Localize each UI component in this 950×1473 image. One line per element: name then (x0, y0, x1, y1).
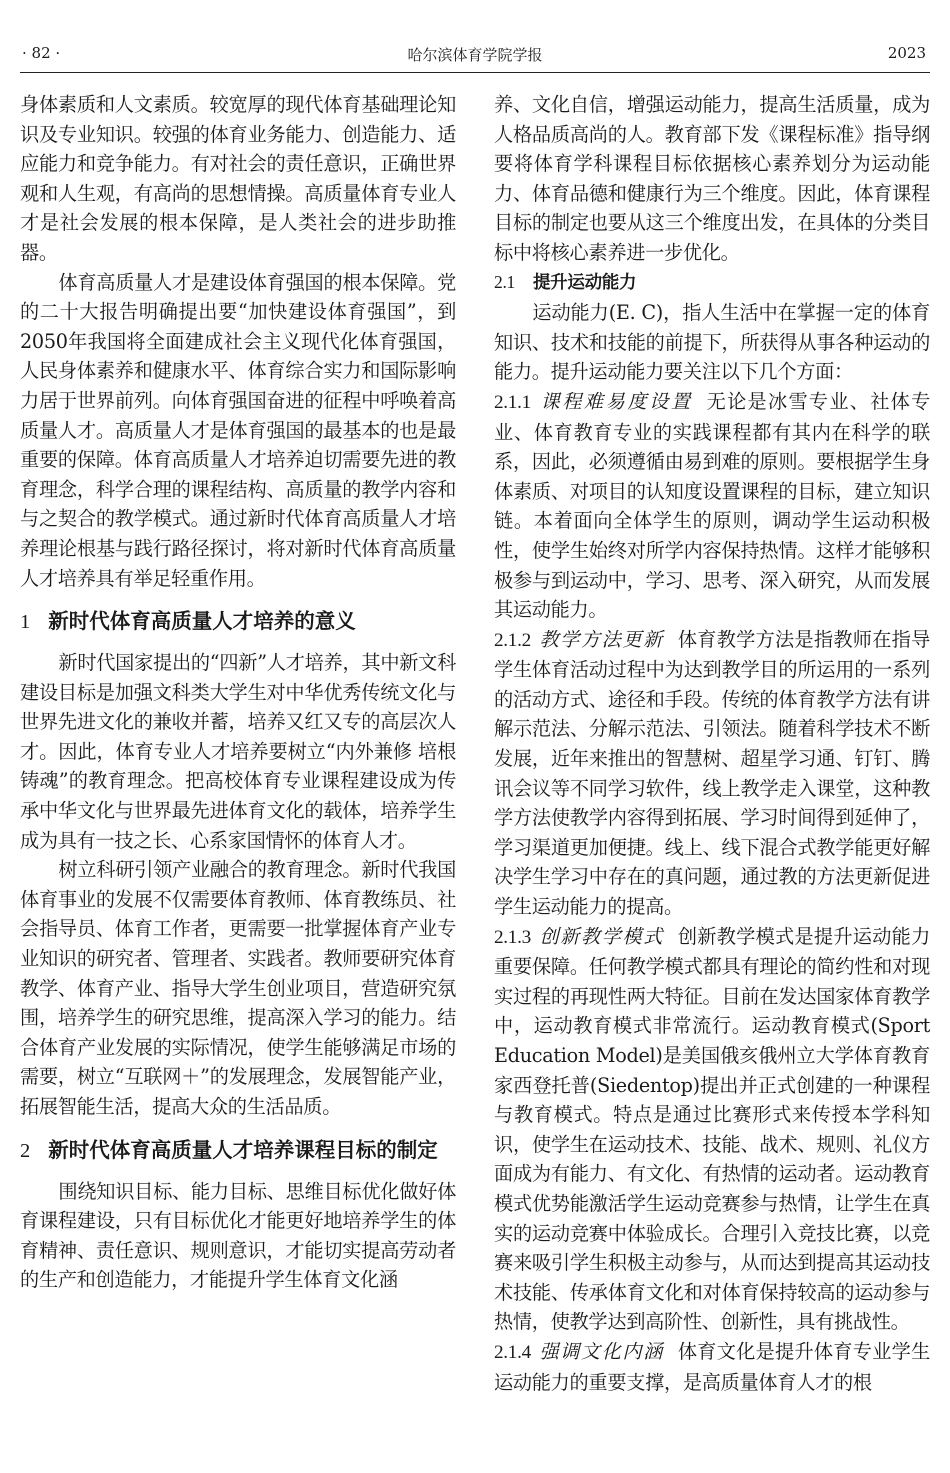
publication-year: 2023 (887, 44, 926, 62)
paragraph: 新时代国家提出的“四新”人才培养，其中新文科建设目标是加强文科类大学生对中华优秀传统文化与世界先进文化的兼收并蓄，培养又红又专的高层次人才。因此，体育专业人才培养要树立“内外兼修 培根铸魂”的教育理念。把高校体育专业课程建设成为传承中华文化与世界最先进体育文化的载体，培养学生成为具有一技之长、心系家国情怀的体育人才。 (20, 651, 456, 852)
subsection-heading-2-1 (494, 268, 930, 299)
paragraph-text: 无论是冰雪专业、社体专业、体育教育专业的实践课程都有其内在科学的联系，因此，必须遵循由易到难的原则。要根据学生身体素质、对项目的认知度设置课程的目标，建立知识链。本着面向全体学生的原则，调动学生运动积极性，使学生始终对所学内容保持热情。这样才能够积极参与到运动中，学习、思考、深入研究，从而发展其运动能力。 (494, 389, 931, 622)
subsubsection-title: 创新教学模式 (538, 924, 664, 948)
paragraph-text: 创新教学模式是提升运动能力重要保障。任何教学模式都具有理论的简约性和对现实过程的再现性两大特征。目前在发达国家体育教学中，运动教育模式非常流行。运动教育模式(Sport Education Model)是美国俄亥俄州立大学体育教育家西登托普(Siedentop)提出并正式创建的一种课程与教育模式。特点是通过比赛形式来传授本学科知识，使学生在运动技术、技能、战术、规则、礼仪方面成为有能力、有文化、有热情的运动者。运动教育模式优势能激活学生运动竞赛参与热情，让学生在真实的运动竞赛中体验成长。合理引入竞技比赛，以竞赛来吸引学生积极主动参与，从而达到提高其运动技术技能、传承体育文化和对体育保持较高的运动参与热情，使教学达到高阶性、创新性，具有挑战性。 (494, 924, 931, 1334)
section-number: 2 (20, 1139, 31, 1162)
subsubsection-number: 2.1.2 (494, 629, 531, 651)
paragraph: 身体素质和人文素质。较宽厚的现代体育基础理论知识及专业知识。较强的体育业务能力、创造能力、适应能力和竞争能力。有对社会的责任意识，正确世界观和人生观，有高尚的思想情操。高质量体育专业人才是社会发展的根本保障，是人类社会的进步助推器。 (20, 93, 456, 264)
subsubsection-number: 2.1.4 (494, 1341, 531, 1363)
journal-title: 哈尔滨体育学院学报 (407, 46, 543, 64)
page-number: · 82 · (22, 44, 61, 62)
paragraph-text: 体育教学方法是指教师在指导学生体育活动过程中为达到教学目的所运用的一系列的活动方式、途径和手段。传统的体育教学方法有讲解示范法、分解示范法、引领法。随着科学技术不断发展，近年来推出的智慧树、超星学习通、钉钉、腾讯会议等不同学习软件，线上教学走入课堂，这种教学方法使教学内容得到拓展、学习时间得到延伸了，学习渠道更加便捷。线上、线下混合式教学能更好解决学生学习中存在的真问题，通过教的方法更新促进学生运动能力的提高。 (494, 627, 931, 919)
running-header (20, 40, 930, 73)
section-heading-2 (20, 1134, 456, 1167)
subsection-number: 2.1 (494, 271, 515, 292)
paragraph: 树立科研引领产业融合的教育理念。新时代我国体育事业的发展不仅需要体育教师、体育教练员、社会指导员、体育工作者，更需要一批掌握体育产业专业知识的研究者、管理者、实践者。教师要研究体育教学、体育产业、指导大学生创业项目，营造研究氛围，培养学生的研究思维，提高深入学习的能力。结合体育产业发展的实际情况，使学生能够满足市场的需要，树立“互联网＋”的发展理念，发展智能产业，拓展智能生活，提高大众的生活品质。 (20, 858, 456, 1118)
subsubsection-number: 2.1.3 (494, 926, 531, 948)
subsubsection-number: 2.1.1 (494, 391, 531, 413)
section-heading-1 (20, 605, 456, 638)
subsubsection-2-1-4 (494, 1337, 930, 1397)
left-column (20, 90, 456, 1295)
subsubsection-2-1-2 (494, 625, 930, 922)
section-title: 新时代体育高质量人才培养课程目标的制定 (48, 1137, 438, 1162)
subsubsection-title: 强调文化内涵 (538, 1339, 664, 1363)
paragraph: 养、文化自信，增强运动能力，提高生活质量，成为人格品质高尚的人。教育部下发《课程标准》指导纲要将体育学科课程目标依据核心素养划分为运动能力、体育品德和健康行为三个维度。因此，体育课程目标的制定也要从这三个维度出发，在具体的分类目标中将核心素养进一步优化。 (494, 93, 930, 264)
section-title: 新时代体育高质量人才培养的意义 (48, 609, 356, 634)
subsubsection-2-1-3 (494, 922, 930, 1337)
paragraph: 围绕知识目标、能力目标、思维目标优化做好体育课程建设，只有目标优化才能更好地培养学生的体育精神、责任意识、规则意识，才能切实提高劳动者的生产和创造能力，才能提升学生体育文化涵 (20, 1179, 456, 1292)
subsubsection-title: 课程难易度设置 (538, 389, 693, 413)
section-number: 1 (20, 611, 31, 634)
paragraph-text: 体育文化是提升体育专业学生运动能力的重要支撑，是高质量体育人才的根 (494, 1339, 931, 1394)
subsubsection-2-1-1 (494, 387, 930, 625)
subsubsection-title: 教学方法更新 (538, 627, 664, 651)
subsection-title: 提升运动能力 (532, 272, 637, 293)
paragraph: 运动能力(E. C)，指人生活中在掌握一定的体育知识、技术和技能的前提下，所获得从事各种运动的能力。提升运动能力要关注以下几个方面： (494, 301, 930, 384)
paragraph: 体育高质量人才是建设体育强国的根本保障。党的二十大报告明确提出要“加快建设体育强国”，到2050年我国将全面建成社会主义现代化体育强国，人民身体素养和健康水平、体育综合实力和国际影响力居于世界前列。向体育强国奋进的征程中呼唤着高质量人才。高质量人才是体育强国的最基本的也是最重要的保障。体育高质量人才培养迫切需要先进的教育理念，科学合理的课程结构、高质量的教学内容和与之契合的教学模式。通过新时代体育高质量人才培养理论根基与践行路径探讨，将对新时代体育高质量人才培养具有举足轻重作用。 (20, 270, 456, 590)
right-column (494, 90, 930, 1397)
